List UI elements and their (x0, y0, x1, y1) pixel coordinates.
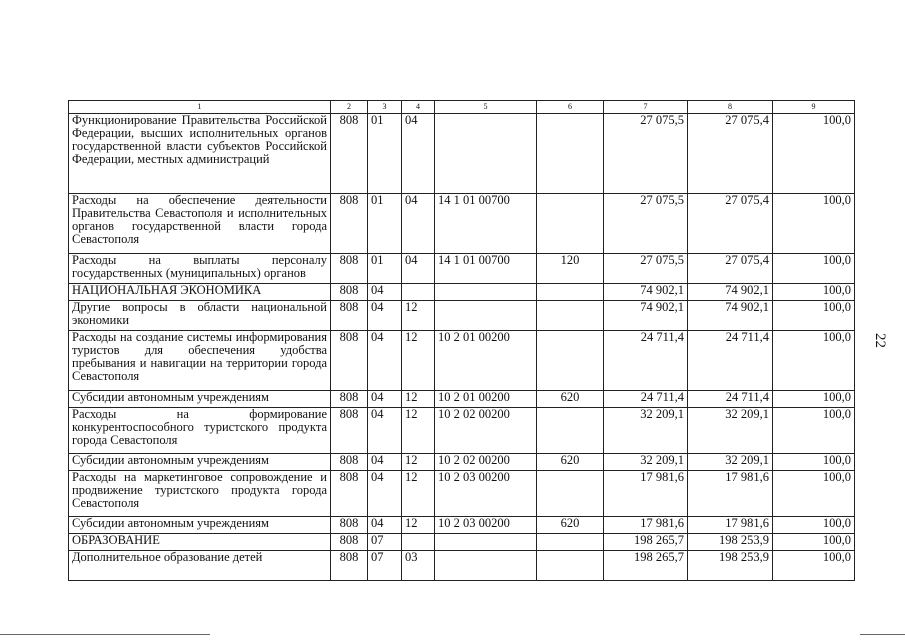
table-row (69, 551, 855, 581)
ministry-code: 808 (331, 301, 368, 331)
execution-percent: 100,0 (773, 114, 855, 194)
ministry-code: 808 (331, 534, 368, 551)
planned-amount: 198 265,7 (604, 534, 688, 551)
executed-amount: 17 981,6 (688, 471, 773, 517)
budget-table (68, 100, 855, 581)
planned-amount: 74 902,1 (604, 284, 688, 301)
target-article: 10 2 03 00200 (435, 471, 537, 517)
target-article: 10 2 01 00200 (435, 391, 537, 408)
executed-amount: 198 253,9 (688, 534, 773, 551)
executed-amount: 24 711,4 (688, 331, 773, 391)
ministry-code: 808 (331, 284, 368, 301)
item-name: Другие вопросы в области национальной экономики (69, 301, 331, 331)
item-name: Субсидии автономным учреждениям (69, 391, 331, 408)
subsection-code: 12 (402, 471, 435, 517)
section-code: 07 (368, 551, 402, 581)
subsection-code: 12 (402, 408, 435, 454)
item-name: НАЦИОНАЛЬНАЯ ЭКОНОМИКА (69, 284, 331, 301)
subsection-code (402, 284, 435, 301)
item-name: Расходы на создание системы информирования туристов для обеспечения удобства пребывания и навигации на территории города Севастополя (69, 331, 331, 391)
section-code: 04 (368, 471, 402, 517)
section-code: 04 (368, 517, 402, 534)
target-article: 10 2 03 00200 (435, 517, 537, 534)
ministry-code: 808 (331, 454, 368, 471)
table-row (69, 194, 855, 254)
section-code: 01 (368, 194, 402, 254)
executed-amount: 32 209,1 (688, 454, 773, 471)
table-row (69, 517, 855, 534)
subsection-code (402, 534, 435, 551)
section-code: 04 (368, 331, 402, 391)
column-number-8: 8 (688, 101, 773, 114)
planned-amount: 27 075,5 (604, 114, 688, 194)
planned-amount: 32 209,1 (604, 454, 688, 471)
column-number-5: 5 (435, 101, 537, 114)
column-number-2: 2 (331, 101, 368, 114)
section-code: 07 (368, 534, 402, 551)
item-name: Расходы на формирование конкурентоспособного туристского продукта города Севастополя (69, 408, 331, 454)
target-article: 14 1 01 00700 (435, 254, 537, 284)
section-code: 01 (368, 114, 402, 194)
ministry-code: 808 (331, 194, 368, 254)
executed-amount: 27 075,4 (688, 254, 773, 284)
execution-percent: 100,0 (773, 517, 855, 534)
table-row (69, 284, 855, 301)
expense-type: 120 (537, 254, 604, 284)
ministry-code: 808 (331, 331, 368, 391)
table-row (69, 254, 855, 284)
section-code: 04 (368, 408, 402, 454)
target-article: 10 2 02 00200 (435, 408, 537, 454)
column-number-4: 4 (402, 101, 435, 114)
execution-percent: 100,0 (773, 331, 855, 391)
executed-amount: 27 075,4 (688, 114, 773, 194)
executed-amount: 24 711,4 (688, 391, 773, 408)
subsection-code: 04 (402, 194, 435, 254)
expense-type: 620 (537, 391, 604, 408)
planned-amount: 17 981,6 (604, 517, 688, 534)
subsection-code: 12 (402, 331, 435, 391)
execution-percent: 100,0 (773, 391, 855, 408)
target-article (435, 534, 537, 551)
ministry-code: 808 (331, 391, 368, 408)
execution-percent: 100,0 (773, 471, 855, 517)
ministry-code: 808 (331, 114, 368, 194)
subsection-code: 12 (402, 517, 435, 534)
table-row (69, 114, 855, 194)
execution-percent: 100,0 (773, 408, 855, 454)
expense-type: 620 (537, 454, 604, 471)
table-row (69, 301, 855, 331)
execution-percent: 100,0 (773, 301, 855, 331)
expense-type (537, 301, 604, 331)
target-article: 10 2 01 00200 (435, 331, 537, 391)
expense-type (537, 284, 604, 301)
ministry-code: 808 (331, 408, 368, 454)
planned-amount: 24 711,4 (604, 331, 688, 391)
column-number-1: 1 (69, 101, 331, 114)
executed-amount: 74 902,1 (688, 284, 773, 301)
ministry-code: 808 (331, 517, 368, 534)
ministry-code: 808 (331, 551, 368, 581)
planned-amount: 32 209,1 (604, 408, 688, 454)
table-row (69, 331, 855, 391)
target-article (435, 551, 537, 581)
subsection-code: 04 (402, 254, 435, 284)
item-name: Субсидии автономным учреждениям (69, 454, 331, 471)
executed-amount: 32 209,1 (688, 408, 773, 454)
target-article: 14 1 01 00700 (435, 194, 537, 254)
execution-percent: 100,0 (773, 194, 855, 254)
execution-percent: 100,0 (773, 551, 855, 581)
expense-type (537, 331, 604, 391)
item-name: Расходы на выплаты персоналу государственных (муниципальных) органов (69, 254, 331, 284)
item-name: Дополнительное образование детей (69, 551, 331, 581)
target-article: 10 2 02 00200 (435, 454, 537, 471)
section-code: 04 (368, 454, 402, 471)
subsection-code: 03 (402, 551, 435, 581)
column-number-9: 9 (773, 101, 855, 114)
expense-type (537, 551, 604, 581)
subsection-code: 12 (402, 391, 435, 408)
expense-type (537, 471, 604, 517)
scan-edge-line (860, 634, 905, 635)
table-row (69, 391, 855, 408)
executed-amount: 74 902,1 (688, 301, 773, 331)
expense-type (537, 194, 604, 254)
page-number: 22 (872, 333, 888, 348)
planned-amount: 24 711,4 (604, 391, 688, 408)
expense-type (537, 408, 604, 454)
table-row (69, 454, 855, 471)
column-number-6: 6 (537, 101, 604, 114)
expense-type (537, 534, 604, 551)
expense-type (537, 114, 604, 194)
execution-percent: 100,0 (773, 534, 855, 551)
scan-edge-line (0, 634, 210, 635)
planned-amount: 198 265,7 (604, 551, 688, 581)
table-row (69, 471, 855, 517)
executed-amount: 198 253,9 (688, 551, 773, 581)
column-number-7: 7 (604, 101, 688, 114)
execution-percent: 100,0 (773, 454, 855, 471)
subsection-code: 04 (402, 114, 435, 194)
planned-amount: 27 075,5 (604, 194, 688, 254)
ministry-code: 808 (331, 254, 368, 284)
item-name: Расходы на обеспечение деятельности Правительства Севастополя и исполнительных органов государственной власти города Севастополя (69, 194, 331, 254)
section-code: 04 (368, 301, 402, 331)
target-article (435, 284, 537, 301)
header-row (69, 101, 855, 114)
item-name: Субсидии автономным учреждениям (69, 517, 331, 534)
planned-amount: 74 902,1 (604, 301, 688, 331)
section-code: 04 (368, 391, 402, 408)
target-article (435, 114, 537, 194)
executed-amount: 17 981,6 (688, 517, 773, 534)
target-article (435, 301, 537, 331)
subsection-code: 12 (402, 301, 435, 331)
subsection-code: 12 (402, 454, 435, 471)
expense-type: 620 (537, 517, 604, 534)
section-code: 01 (368, 254, 402, 284)
item-name: Функционирование Правительства Российской Федерации, высших исполнительных органов государственной власти субъектов Российской Федерации, местных администраций (69, 114, 331, 194)
ministry-code: 808 (331, 471, 368, 517)
column-number-3: 3 (368, 101, 402, 114)
execution-percent: 100,0 (773, 284, 855, 301)
execution-percent: 100,0 (773, 254, 855, 284)
section-code: 04 (368, 284, 402, 301)
table-row (69, 534, 855, 551)
item-name: Расходы на маркетинговое сопровождение и продвижение туристского продукта города Севастополя (69, 471, 331, 517)
planned-amount: 17 981,6 (604, 471, 688, 517)
item-name: ОБРАЗОВАНИЕ (69, 534, 331, 551)
planned-amount: 27 075,5 (604, 254, 688, 284)
table-row (69, 408, 855, 454)
executed-amount: 27 075,4 (688, 194, 773, 254)
